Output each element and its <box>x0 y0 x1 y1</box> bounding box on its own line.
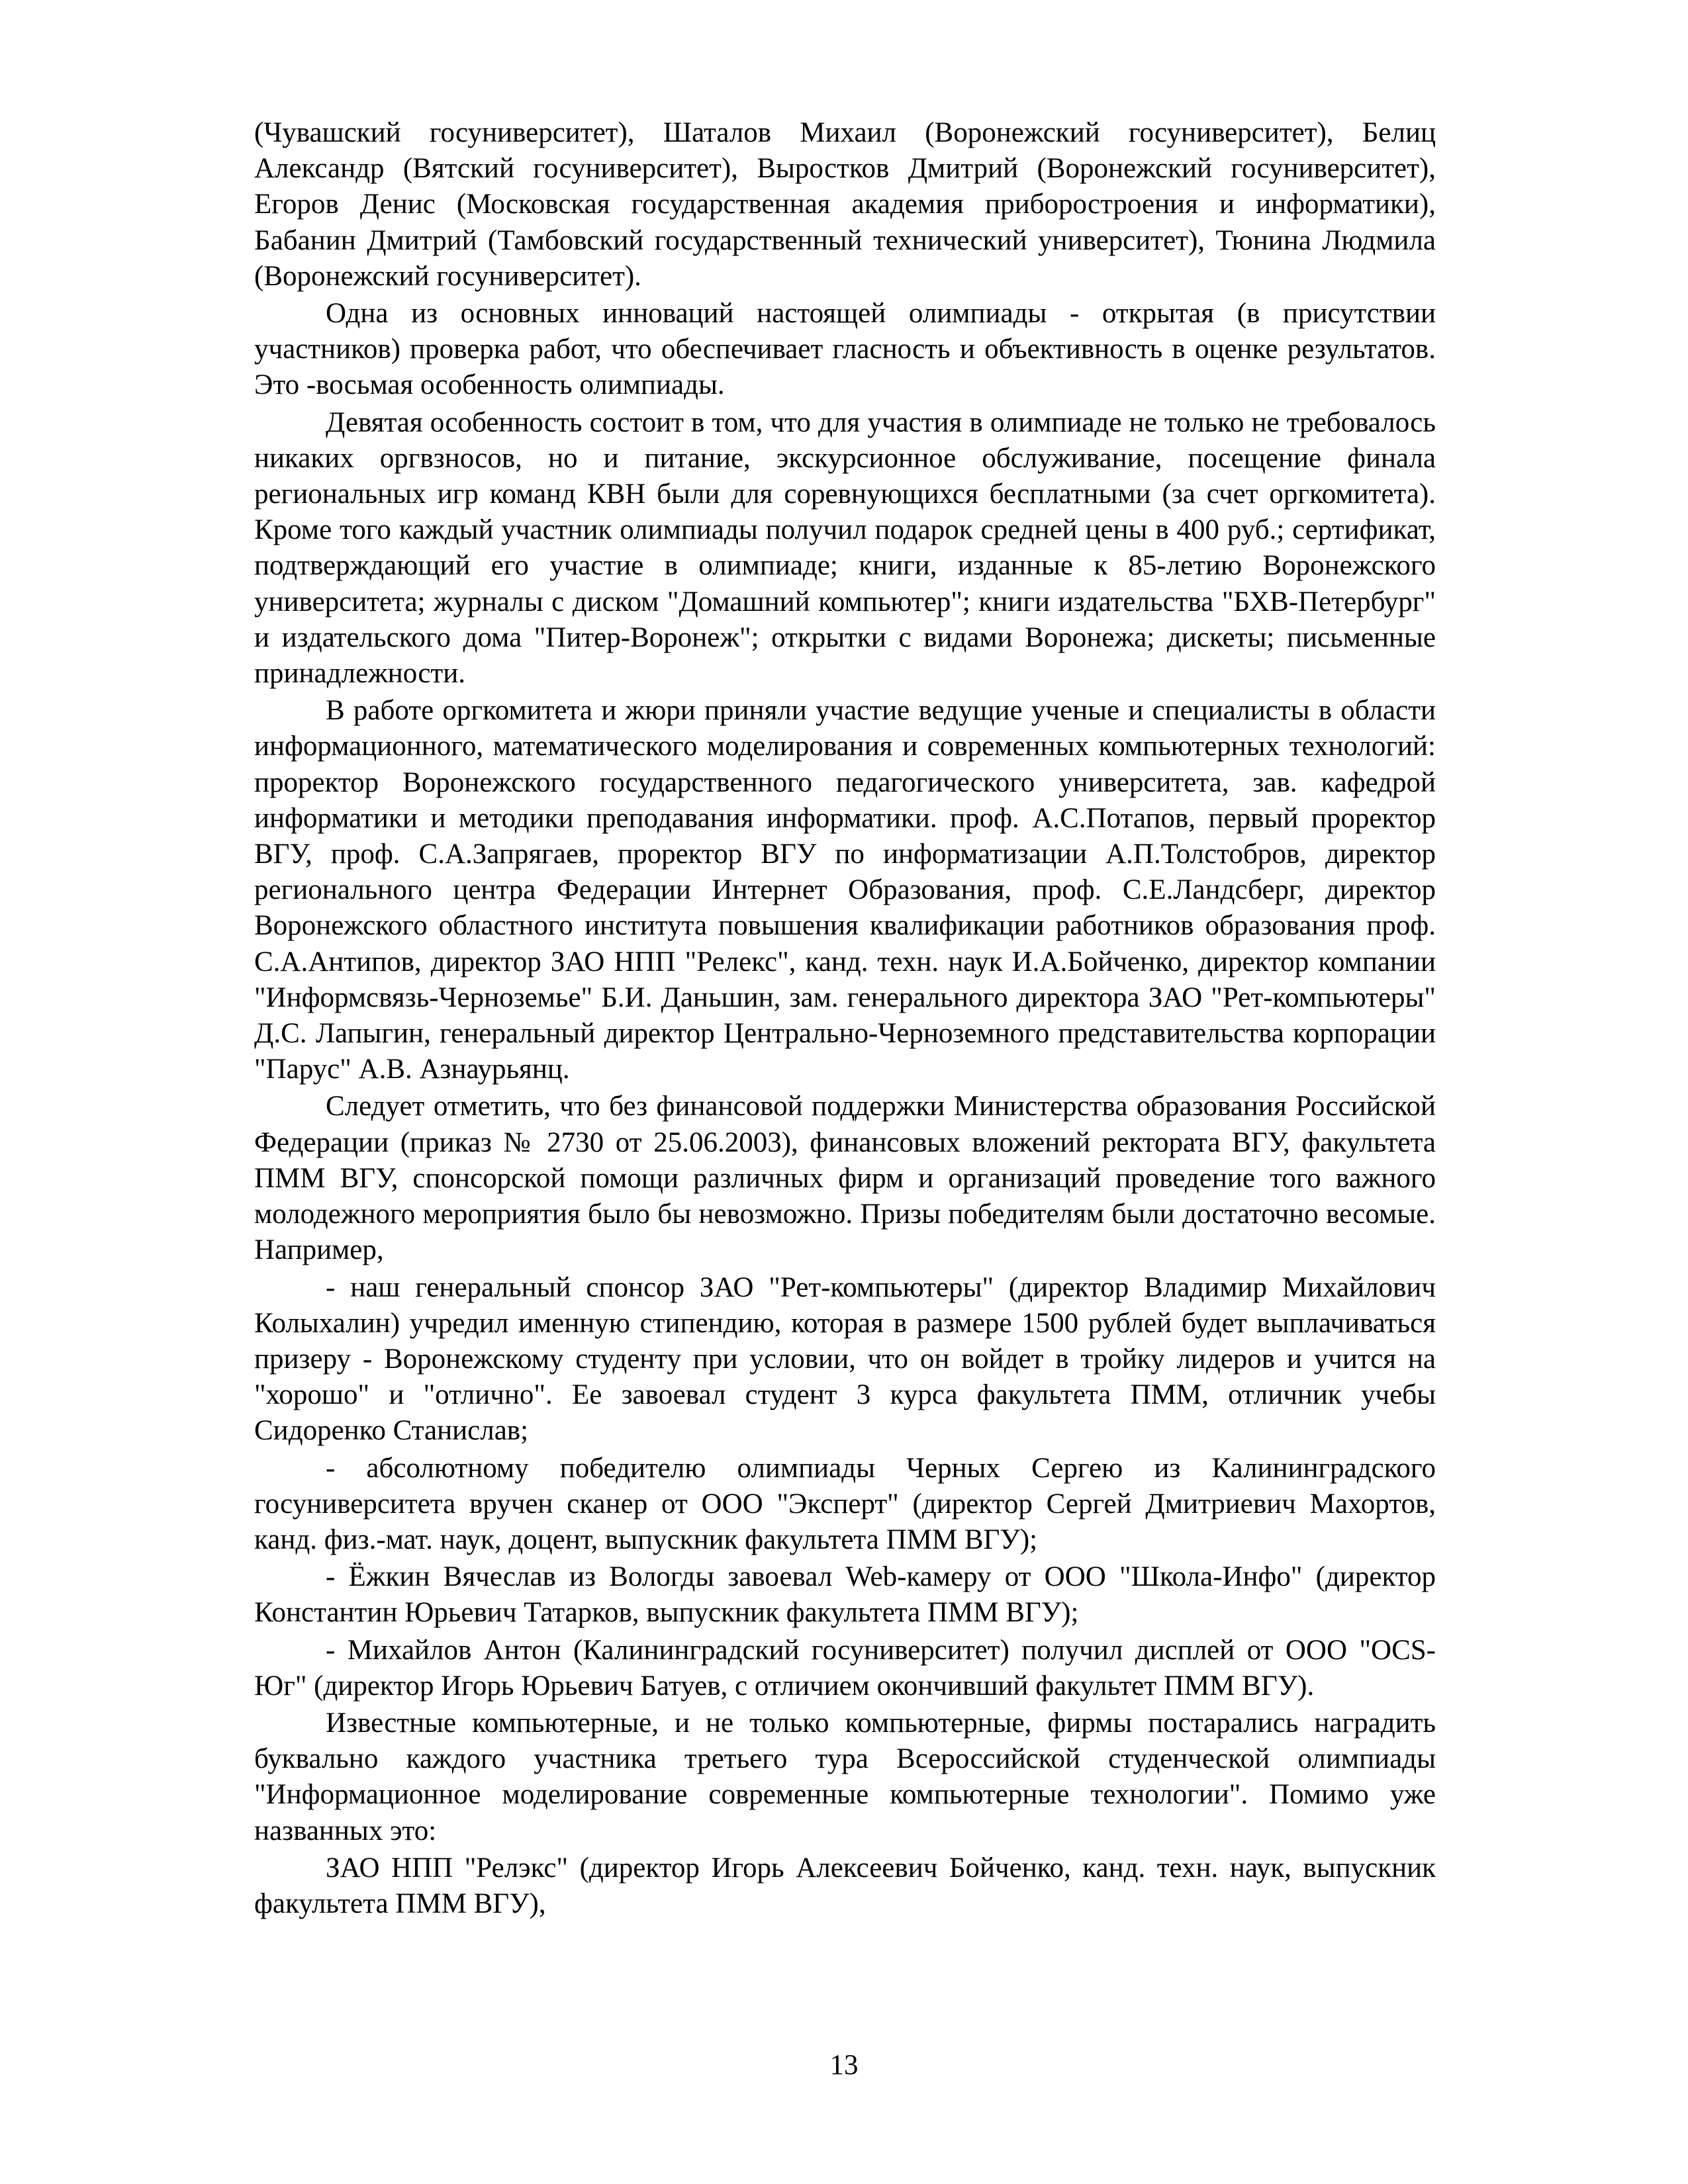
paragraph-organizing-committee: В работе оргкомитета и жюри приняли участие ведущие ученые и специалисты в области информационного, математического моделирования и современных компьютерных технологий: проректор Воронежского государственного педагогического университета, зав. кафедрой информатики и методики преподавания информатики. проф. А.С.Потапов, первый проректор ВГУ, проф. С.А.Запрягаев, проректор ВГУ по информатизации А.П.Толстобров, директор регионального центра Федерации Интернет Образования, проф. С.Е.Ландсберг, директор Воронежского областного института повышения квалификации работников образования проф. С.А.Антипов, директор ЗАО НПП "Релекс", канд. техн. наук И.А.Бойченко, директор компании "Информсвязь-Черноземье" Б.И. Даньшин, зам. генерального директора ЗАО "Рет-компьютеры" Д.С. Лапыгин, генеральный директор Центрально-Черноземного представительства корпорации "Парус" А.В. Азнаурьянц. <box>254 695 1436 1085</box>
paragraph-eighth-feature: Одна из основных инноваций настоящей олимпиады - открытая (в присутствии участников) проверка работ, что обеспечивает гласность и объективность в оценке результатов. Это -восьмая особенность олимпиады. <box>254 298 1436 401</box>
paragraph-ninth-feature: Девятая особенность состоит в том, что для участия в олимпиаде не только не требовалось никаких оргвзносов, но и питание, экскурсионное обслуживание, посещение финала региональных игр команд КВН были для соревнующихся бесплатными (за счет оргкомитета). Кроме того каждый участник олимпиады получил подарок средней цены в 400 руб.; сертификат, подтверждающий его участие в олимпиаде; книги, изданные к 85-летию Воронежского университета; журналы с диском "Домашний компьютер"; книги издательства "БХВ-Петербург" и издательского дома "Питер-Воронеж"; открытки с видами Воронежа; дискеты; письменные принадлежности. <box>254 406 1436 690</box>
document-page <box>254 115 1436 1923</box>
page-number: 13 <box>829 2050 859 2081</box>
paragraph-participants-list: (Чувашский госуниверситет), Шаталов Михаил (Воронежский госуниверситет), Белиц Александр (Вятский госуниверситет), Выростков Дмитрий (Воронежский госуниверситет), Егоров Денис (Московская государственная академия приборостроения и информатики), Бабанин Дмитрий (Тамбовский государственный технический университет), Тюнина Людмила (Воронежский госуниверситет). <box>254 117 1436 292</box>
paragraph-sponsor-relex: ЗАО НПП "Релэкс" (директор Игорь Алексеевич Бойченко, канд. техн. наук, выпускник факультета ПММ ВГУ), <box>254 1852 1436 1919</box>
paragraph-financial-support: Следует отметить, что без финансовой поддержки Министерства образования Российской Федерации (приказ № 2730 от 25.06.2003), финансовых вложений ректората ВГУ, факультета ПММ ВГУ, спонсорской помощи различных фирм и организаций проведение того важного молодежного мероприятия было бы невозможно. Призы победителям были достаточно весомые. Например, <box>254 1091 1436 1266</box>
paragraph-prize-display: - Михайлов Антон (Калининградский госуниверситет) получил дисплей от ООО "OCS-Юг" (директор Игорь Юрьевич Батуев, с отличием окончивший факультет ПММ ВГУ). <box>254 1634 1436 1702</box>
paragraph-sponsors-intro: Известные компьютерные, и не только компьютерные, фирмы постарались наградить буквально каждого участника третьего тура Всероссийской студенческой олимпиады "Информационное моделирование современные компьютерные технологии". Помимо уже названных это: <box>254 1707 1436 1846</box>
paragraph-prize-scanner: - абсолютному победителю олимпиады Черных Сергею из Калининградского госуниверситета вручен сканер от ООО "Эксперт" (директор Сергей Дмитриевич Махортов, канд. физ.-мат. наук, доцент, выпускник факультета ПММ ВГУ); <box>254 1452 1436 1555</box>
paragraph-prize-webcam: - Ёжкин Вячеслав из Вологды завоевал Web-камеру от ООО "Школа-Инфо" (директор Константин Юрьевич Татарков, выпускник факультета ПММ ВГУ); <box>254 1561 1436 1629</box>
paragraph-prize-scholarship: - наш генеральный спонсор ЗАО "Рет-компьютеры" (директор Владимир Михайлович Колыхалин) учредил именную стипендию, которая в размере 1500 рублей будет выплачиваться призеру - Воронежскому студенту при условии, что он войдет в тройку лидеров и учится на "хорошо" и "отлично". Ее завоевал студент 3 курса факультета ПММ, отличник учебы Сидоренко Станислав; <box>254 1271 1436 1447</box>
